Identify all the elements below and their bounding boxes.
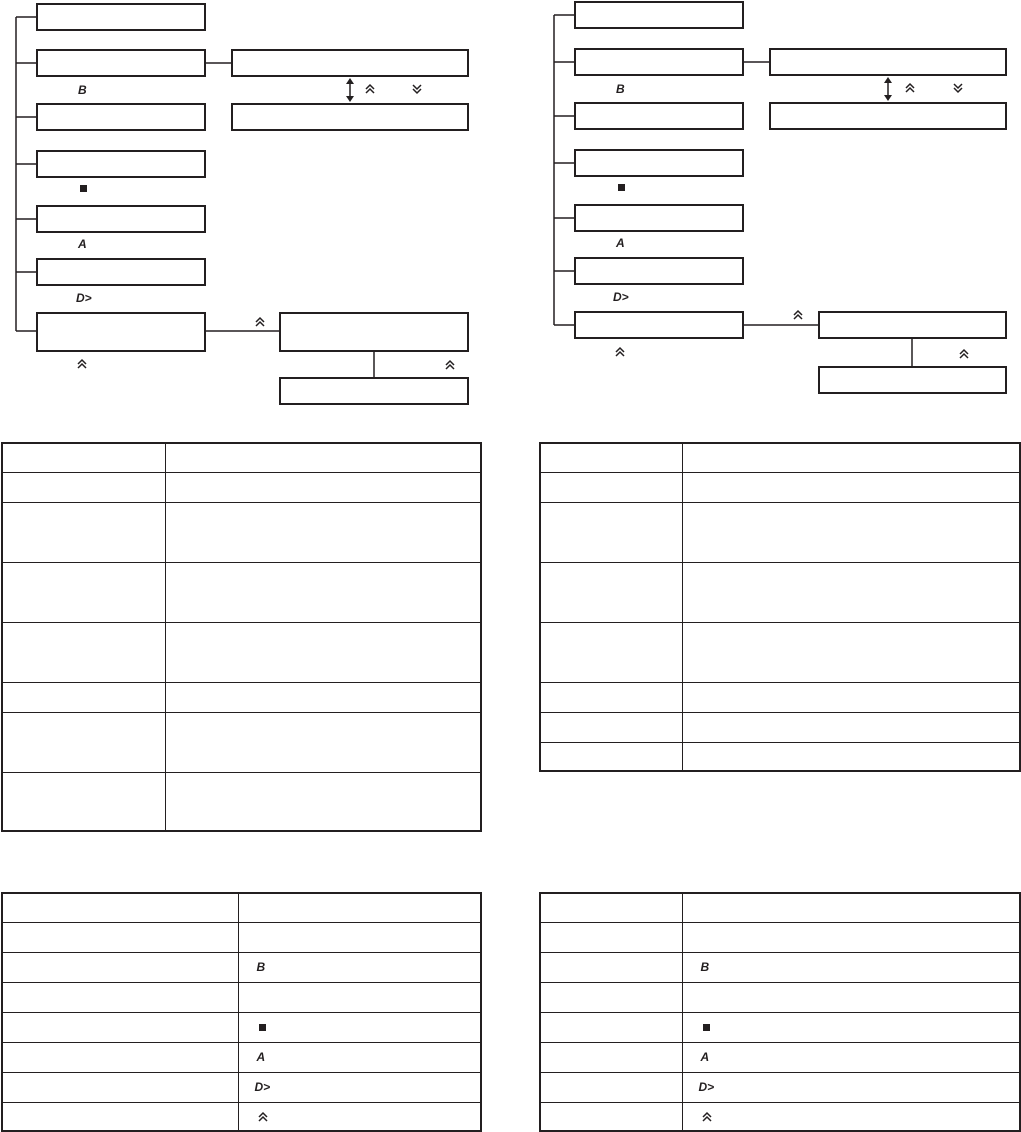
table-cell [165,712,481,772]
table-cell [2,1102,238,1131]
table-cell [2,982,238,1012]
double-chevron-up-icon [616,348,624,356]
b-icon: B [616,82,625,96]
description-table-left [1,442,482,832]
table-cell [2,712,165,772]
b-icon: B [256,960,266,974]
table-cell [682,893,1020,922]
table-cell [540,1012,682,1042]
table-cell [2,922,238,952]
table-cell [682,982,1020,1012]
left-menu-tree [16,4,468,404]
submenu-box-a [770,49,1006,75]
table-cell [2,1072,238,1102]
table-cell [682,622,1020,682]
table-cell [540,1042,682,1072]
submenu-box-b [232,104,468,130]
table-cell [2,502,165,562]
table-cell [2,622,165,682]
right-menu-tree [554,2,1006,393]
table-cell [540,952,682,982]
display-icon: D> [76,291,92,305]
table-cell [238,952,481,982]
b-icon: B [78,83,87,97]
menu-box-5 [37,206,205,232]
table-cell [238,982,481,1012]
double-chevron-down-icon [954,84,962,92]
table-cell [238,1012,481,1042]
submenu-box-d [819,367,1006,393]
table-cell [2,443,165,472]
double-chevron-up-icon [794,311,802,319]
menu-tree-diagram [0,0,1021,410]
table-cell [238,922,481,952]
table-cell [540,562,682,622]
menu-box-1 [37,4,205,30]
table-cell [540,1102,682,1131]
table-cell [682,1102,1020,1131]
key-table-right [539,892,1021,1132]
right-tree-icons [613,77,968,358]
table-cell [2,562,165,622]
table-cell [682,952,1020,982]
table-cell [682,1042,1020,1072]
table-cell [682,922,1020,952]
table-cell [540,682,682,712]
table-cell [682,472,1020,502]
table-cell [2,772,165,831]
table-cell [2,1042,238,1072]
menu-box-2 [575,49,743,75]
a-icon: A [256,1050,266,1064]
stop-square-icon [703,1024,710,1031]
table-cell [165,472,481,502]
menu-box-7 [37,313,205,351]
double-chevron-up-icon [257,1111,269,1123]
menu-box-6 [575,258,743,284]
table-cell [682,562,1020,622]
b-icon: B [700,960,710,974]
a-icon: A [700,1050,710,1064]
table-cell [682,682,1020,712]
table-cell [682,742,1020,771]
table-cell [165,502,481,562]
table-cell [540,472,682,502]
menu-box-6 [37,259,205,285]
stop-square-icon [80,185,87,192]
menu-box-4 [37,151,205,177]
table-cell [540,443,682,472]
table-cell [2,472,165,502]
table-cell [682,502,1020,562]
submenu-box-d [280,378,468,404]
table-cell [238,1072,481,1102]
submenu-box-a [232,50,468,76]
table-cell [540,502,682,562]
display-icon: D> [698,1080,715,1094]
double-chevron-up-icon [366,85,374,93]
menu-box-2 [37,50,205,76]
double-chevron-up-icon [701,1111,713,1123]
description-table-right [539,442,1021,772]
table-cell [540,922,682,952]
table-cell [682,1012,1020,1042]
menu-box-1 [575,2,743,28]
a-icon: A [78,237,87,251]
table-cell [540,742,682,771]
table-cell [540,622,682,682]
stop-square-icon [618,184,625,191]
table-cell [682,1072,1020,1102]
table-cell [2,1012,238,1042]
table-cell [165,772,481,831]
stop-square-icon [259,1024,266,1031]
menu-box-3 [37,104,205,130]
display-icon: D> [254,1080,271,1094]
table-cell [682,443,1020,472]
menu-box-5 [575,205,743,231]
table-cell [238,1102,481,1131]
left-tree-icons [76,78,454,369]
table-cell [165,622,481,682]
table-cell [540,1072,682,1102]
submenu-box-c [280,313,468,351]
submenu-box-c [819,312,1006,338]
double-chevron-up-icon [960,350,968,358]
table-cell [165,562,481,622]
table-cell [540,712,682,742]
table-cell [682,712,1020,742]
table-cell [540,893,682,922]
menu-box-7 [575,312,743,338]
menu-box-4 [575,150,743,176]
double-chevron-down-icon [413,85,421,93]
display-icon: D> [613,290,629,304]
table-cell [238,893,481,922]
table-cell [2,893,238,922]
double-chevron-up-icon [256,318,264,326]
table-cell [2,682,165,712]
table-cell [165,443,481,472]
table-cell [238,1042,481,1072]
double-chevron-up-icon [446,361,454,369]
table-cell [540,982,682,1012]
key-table-left [1,892,482,1132]
table-cell [2,952,238,982]
double-chevron-up-icon [906,84,914,92]
table-cell [165,682,481,712]
a-icon: A [616,236,625,250]
double-chevron-up-icon [78,360,86,368]
menu-box-3 [575,103,743,129]
submenu-box-b [770,103,1006,129]
